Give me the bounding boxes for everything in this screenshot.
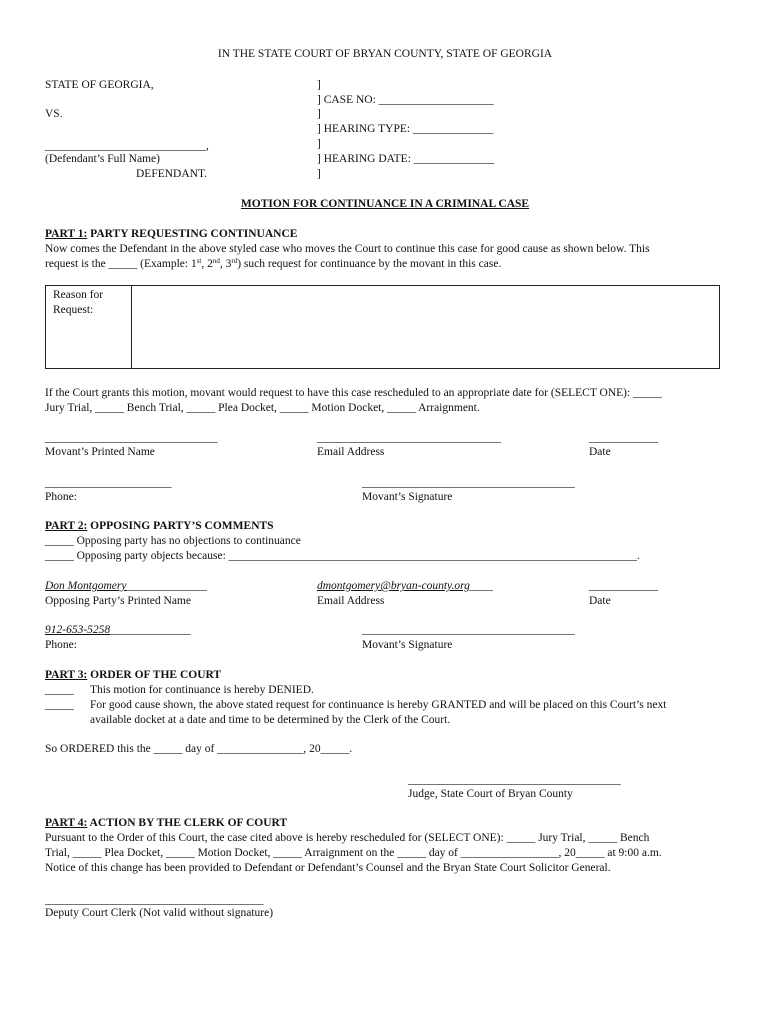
clerk-signature-label: Deputy Court Clerk (Not valid without signature) (45, 907, 274, 919)
part1-text-line2-end: ) such request for continuance by the movant in this case. (237, 258, 502, 270)
opposing-phone-value: 912-653-5258 (45, 624, 111, 636)
opposing-phone-pad: ______________ (110, 624, 191, 636)
opposing-date-label: Date (589, 595, 611, 607)
opposing-email-pad: ____ (469, 580, 493, 592)
caption-bracket: ] (317, 108, 321, 120)
court-title: IN THE STATE COURT OF BRYAN COUNTY, STATE OF GEORGIA (217, 48, 553, 60)
part1-text-line2 (45, 257, 501, 271)
opposing-name-field[interactable] (45, 579, 207, 593)
opposing-signature-field[interactable]: _____________________________________ (362, 624, 575, 636)
hearing-date-field[interactable]: ] HEARING DATE: ______________ (317, 153, 495, 165)
part3-heading (45, 668, 221, 682)
opposing-email-field[interactable] (317, 579, 493, 593)
part1-text-line1: Now comes the Defendant in the above styled case who moves the Court to continue this case for good cause as shown below. This (45, 243, 650, 255)
part2-heading (45, 519, 274, 533)
judge-signature-field[interactable]: _____________________________________ (408, 774, 621, 786)
denied-text: This motion for continuance is hereby DENIED. (90, 684, 314, 696)
reschedule-select-line2[interactable]: Jury Trial, _____ Bench Trial, _____ Plea Docket, _____ Motion Docket, _____ Arraignment. (45, 402, 480, 414)
ordinal-nd: nd (212, 257, 220, 265)
objects-option[interactable]: _____ Opposing party objects because: _______________________________________________________________________. (45, 550, 640, 562)
clerk-signature-field[interactable]: ______________________________________ (45, 894, 264, 906)
ordered-date-line[interactable]: So ORDERED this the _____ day of _______________, 20_____. (45, 743, 353, 755)
granted-text-line1: For good cause shown, the above stated request for continuance is hereby GRANTED and will be placed on this Court’s next (90, 699, 667, 711)
part4-title: ACTION BY THE CLERK OF COURT (87, 817, 288, 829)
reason-box (45, 285, 720, 369)
movant-signature-label: Movant’s Signature (362, 491, 453, 503)
part1-heading (45, 227, 297, 241)
clerk-reschedule-line2[interactable]: Trial, _____ Plea Docket, _____ Motion Docket, _____ Arraignment on the _____ day of _________________, 20_____ at 9:00 a.m. (45, 847, 662, 859)
opposing-phone-field[interactable] (45, 623, 191, 637)
ordinal-sep: , 3 (219, 258, 232, 270)
ordinal-sep: , 2 (201, 258, 213, 270)
denied-checkbox[interactable]: _____ (45, 684, 74, 696)
movant-date-field[interactable]: ____________ (589, 432, 658, 444)
caption-bracket: ] (317, 168, 321, 180)
part4-label: PART 4: (45, 817, 88, 829)
clerk-reschedule-line1[interactable]: Pursuant to the Order of this Court, the case cited above is hereby rescheduled for (SELECT ONE): _____ Jury Trial, _____ Bench (45, 832, 650, 844)
defendant-name-field[interactable]: ____________________________, (45, 140, 209, 152)
part2-label: PART 2: (45, 520, 88, 532)
opposing-email-value: dmontgomery@bryan-county.org (317, 580, 470, 592)
reschedule-select-line1[interactable]: If the Court grants this motion, movant would request to have this case rescheduled to an appropriate date for (SELECT ONE): _____ (45, 387, 662, 399)
movant-phone-field[interactable]: ______________________ (45, 477, 172, 489)
ordinal-st: st (196, 257, 202, 265)
opposing-date-field[interactable]: ____________ (589, 580, 658, 592)
opposing-email-label: Email Address (317, 595, 385, 607)
caption-bracket: ] (317, 79, 321, 91)
opposing-name-value: Don Montgomery (45, 580, 127, 592)
judge-signature-label: Judge, State Court of Bryan County (408, 788, 573, 800)
reason-divider (131, 286, 132, 368)
granted-checkbox[interactable]: _____ (45, 699, 74, 711)
opposing-name-label: Opposing Party’s Printed Name (45, 595, 191, 607)
movant-phone-label: Phone: (45, 491, 77, 503)
movant-email-label: Email Address (317, 446, 385, 458)
versus-label: VS. (45, 108, 63, 120)
part3-label: PART 3: (45, 669, 88, 681)
granted-text-line2: available docket at a date and time to be determined by the Clerk of the Court. (90, 714, 451, 726)
opposing-name-pad: ______________ (126, 580, 207, 592)
clerk-notice-line: Notice of this change has been provided to Defendant or Defendant’s Counsel and the Bryan State Court Solicitor General. (45, 862, 611, 874)
movant-date-label: Date (589, 446, 611, 458)
case-number-field[interactable]: ] CASE NO: ____________________ (317, 94, 494, 106)
movant-name-field[interactable]: ______________________________ (45, 432, 218, 444)
movant-name-label: Movant’s Printed Name (45, 446, 155, 458)
part3-title: ORDER OF THE COURT (87, 669, 222, 681)
reason-input[interactable] (133, 286, 719, 368)
document-title: MOTION FOR CONTINUANCE IN A CRIMINAL CASE (240, 198, 530, 210)
part1-label: PART 1: (45, 228, 88, 240)
part1-title: PARTY REQUESTING CONTINUANCE (87, 228, 298, 240)
defendant-name-label: (Defendant’s Full Name) (45, 153, 160, 165)
no-objection-option[interactable]: _____ Opposing party has no objections to continuance (45, 535, 301, 547)
movant-signature-field[interactable]: _____________________________________ (362, 477, 575, 489)
opposing-signature-label: Movant’s Signature (362, 639, 453, 651)
movant-email-field[interactable]: ________________________________ (317, 432, 501, 444)
hearing-type-field[interactable]: ] HEARING TYPE: ______________ (317, 123, 494, 135)
part2-title: OPPOSING PARTY’S COMMENTS (87, 520, 274, 532)
reason-label: Reason for Request: (53, 289, 104, 316)
caption-bracket: ] (317, 138, 321, 150)
plaintiff-name: STATE OF GEORGIA, (45, 79, 154, 91)
request-number-field[interactable]: request is the _____ (Example: 1 (45, 258, 197, 270)
defendant-label: DEFENDANT. (136, 168, 208, 180)
opposing-phone-label: Phone: (45, 639, 77, 651)
ordinal-rd: rd (231, 257, 238, 265)
part4-heading (45, 816, 287, 830)
